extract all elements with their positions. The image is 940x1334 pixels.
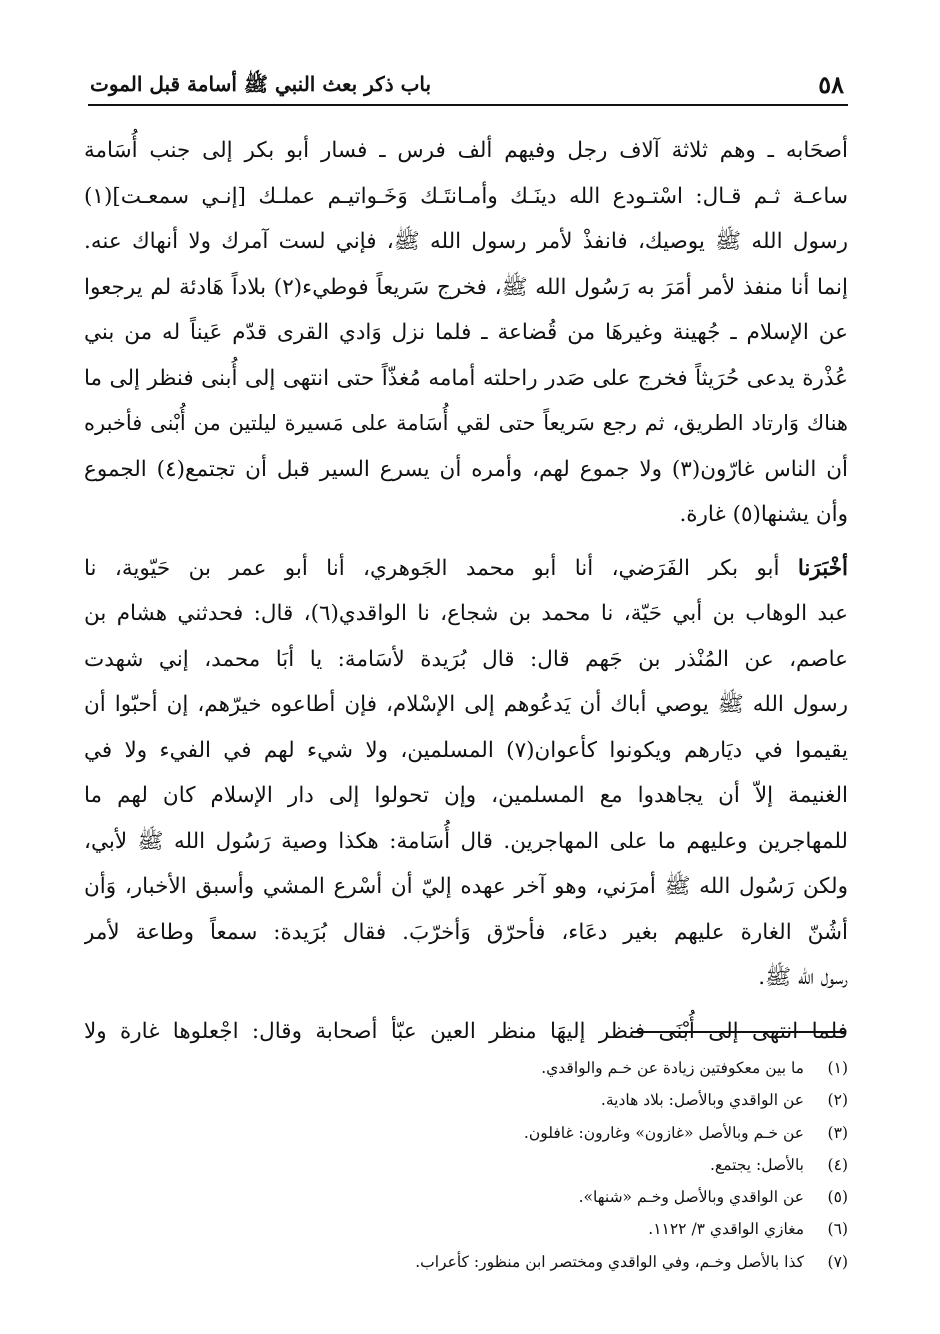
footnote-number: (١) [827,1059,848,1077]
text-line: رسول الله ﷺ يوصيك، فانفذْ لأمر رسول الله ﷺ، فإني لست آمرك ولا أنهاك عنه. [84,229,848,254]
footnote-number: (٣) [827,1123,848,1142]
footnote-divider [632,1031,846,1033]
footnote-number: (٦) [827,1220,848,1239]
page-header [88,66,848,106]
footnote-text: مغازي الواقدي ٣/ ١١٢٢. [648,1220,804,1239]
text-line: إنما أنا منفذ لأمر أمَرَ به رَسُول الله ﷺ، فخرج سَريعاً فوطيء(٢) بلاداً هَادئة لم يرجعوا [84,274,848,300]
paragraph-gap [84,538,848,546]
page-number: ٥٨ [818,70,844,99]
running-title: باب ذكر بعث النبي ﷺ أسامة قبل الموت [90,72,432,96]
text-line: رسول الله ﷺ يوصي أباك أن يَدعُوهم إلى الإسْلام، فإن أطاعوه خيرّهم، إن أحبّوا أن [84,692,848,717]
footnote [200,1181,848,1213]
text-line: فلما انتهى إلى أُبْنَى فنظر إليهَا منظر العين عبّأ أصحابة وقال: اجْعلوها غارة ولا [84,1018,848,1044]
text-line: هناك وَارتاد الطريق، ثم رجع سَريعاً حتى لقي أُسَامة على مَسيرة ليلتين من أُبْنى فأخبره [84,411,848,435]
paragraph [84,128,848,538]
text-line: أن الناس غارّون(٣) ولا جموع لهم، وأمره أن يسرع السير قبل أن تجتمع(٤) الجموع [84,456,848,482]
text-line: ساعـة ثـم قـال: اسْتـودع الله دينَـك وأمـانتَـك وَخَـواتيـم عملـك [إنـي سمعـت](١) [84,183,848,209]
text-line: للمهاجرين وعليهم ما على المهاجرين. قال أُسَامة: هكذا وصية رَسُول الله ﷺ لأبي، [84,828,848,854]
text-line: وأن يشنها(٥) غارة. [679,502,848,527]
footnote-text: عن الواقدي وبالأصل: بلاد هادية. [600,1091,804,1110]
footnote-number: (٢) [827,1091,848,1110]
paragraph [84,546,848,1001]
footnote [200,1117,848,1149]
footnote-text: عن خـم وبالأصل «غازون» وغارون: غافلون. [523,1123,804,1142]
footnote [200,1213,848,1245]
line-text: أبو بكر الفَرَضي، أنا أبو محمد الجَوهري، أنا أبو عمر بن حَيّوية، نا [84,555,798,581]
paragraph-gap [84,1001,848,1009]
footnote-text: عن الواقدي وبالأصل وخـم «شنها». [578,1188,804,1207]
text-line: يقيموا في ديَارهم ويكونوا كأعوان(٧) المسلمين، ولا شيء لهم في الفيء ولا في [84,737,848,763]
footnote-number: (٥) [827,1188,848,1207]
text-line: أشُنّ الغارة عليهم بغير دعَاء، فأحرّق وَأخرّبَ. فقال بُرَيدة: سمعاً وطاعة لأمر [84,919,848,945]
text-line: الغنيمة إلاّ أن يجاهدوا مع المسلمين، وإن تحولوا إلى دار الإسلام كان لهم ما [84,783,848,808]
footnote [200,1149,848,1181]
main-text [84,128,848,1054]
footnote-text: بالأصل: يجتمع. [709,1155,804,1174]
text-line: رسول الله ﷺ. [758,965,848,990]
text-line: عن الإسلام ـ جُهينة وغيرهَا من قُضاعة ـ فلما نزل وَادي القرى قدّم عَيناً له من بني [84,320,848,345]
text-line [84,546,848,592]
text-line: عُذْرة يدعى حُرَيثاً فخرج على صَدر راحلته أمامه مُغذّاً حتى انتهى إلى أُبنى فنظر إلى ما [84,365,848,391]
text-line: ولكن رَسُول الله ﷺ أمرَني، وهو آخر عهده إليّ أن أسْرع المشي وأسبق الأخبار، وَأن [84,874,848,899]
text-line: عاصم، عن المُنْذر بن جَهم قال: قال بُرَيدة لأسَامة: يا أبَا محمد، إني شهدت [84,646,848,672]
footnote-number: (٤) [827,1155,848,1174]
footnote [200,1052,848,1084]
lead-word: أخْبَرَنا [797,555,848,581]
text-line: عبد الوهاب بن أبي حَيّة، نا محمد بن شجاع، نا الواقدي(٦)، قال: فحدثني هشام بن [84,601,848,626]
footnotes-list [200,1052,848,1278]
footnote-text: كذا بالأصل وخـم، وفي الواقدي ومختصر ابن منظور: كأعراب. [415,1252,804,1271]
footnote-number: (٧) [827,1252,848,1271]
footnote [200,1084,848,1116]
text-line: أصحَابه ـ وهم ثلاثة آلاف رجل وفيهم ألف فرس ـ فسار أبو بكر إلى جنب أُسَامة [84,138,848,163]
footnote [200,1246,848,1278]
footnote-text: ما بين معكوفتين زيادة عن خـم والواقدي. [541,1059,804,1077]
